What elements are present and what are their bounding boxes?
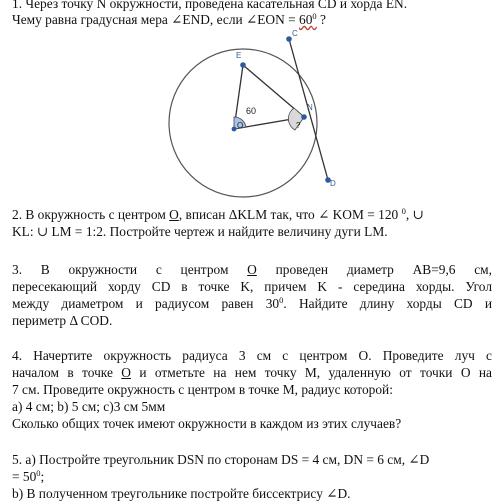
point-n-dot [301, 114, 307, 120]
problem-5-line-3: b) В полученном треугольнике постройте биссектрису ∠D. [12, 486, 351, 501]
degree-sign: 0 [401, 206, 406, 216]
degree-sign: 0 [312, 11, 317, 21]
problem-4-text-b: и отметьте на нем точку M, удаленную от точки O на [130, 365, 492, 380]
problem-2-text-a: 2. В окружность с центром [12, 207, 170, 222]
problem-3-text-b: проведен диаметр AB=9,6 см, [256, 262, 493, 277]
point-o-label: O [237, 121, 244, 130]
point-letter: O [121, 365, 131, 380]
degree-sign: 0 [36, 468, 41, 478]
problem-3-line-4: периметр Δ COD. [12, 313, 113, 328]
point-o-dot [232, 127, 237, 132]
problem-5-text-a: = 50 [12, 469, 37, 484]
point-e-label: E [236, 51, 242, 60]
point-d-label: D [330, 179, 336, 188]
angle-eon-label: 60 [246, 106, 257, 116]
angle-end-label: ? [296, 121, 301, 130]
point-c-label: C [292, 29, 298, 38]
center-letter: O [247, 262, 257, 277]
problem-4-line-2 [12, 365, 492, 380]
problem-5-line-1: 5. а) Постройте треугольник DSN по сторонам DS = 4 см, DN = 6 см, ∠D [12, 452, 430, 467]
problem-2-text-c: , ∪ [405, 207, 424, 222]
problem-2-line-2: KL: ∪ LM = 1:2. Постройте чертеж и найдите величину дуги LM. [12, 224, 388, 239]
problem-4-line-1: 4. Начертите окружность радиуса 3 см с центром O. Проведите луч с [12, 348, 492, 363]
problem-3-line-1 [12, 262, 492, 277]
problem-3-text-c: между диаметром и радиусом равен 30 [12, 296, 280, 311]
problem-3-text-a: 3. В окружности с центром [12, 262, 248, 277]
problem-5-line-2 [12, 469, 492, 484]
point-n-label: N [307, 103, 313, 112]
problem-3-text-d: . Найдите длину хорды CD и [283, 296, 492, 311]
problem-1-question-text: Чему равна градусная мера ∠END, если ∠EON = [12, 12, 300, 27]
point-e-dot [240, 62, 246, 68]
problem-3-line-3 [12, 296, 492, 311]
problem-4-line-4: a) 4 см; b) 5 см; c)3 см 5мм [12, 399, 166, 414]
degree-sign: 0 [279, 295, 284, 305]
angle-number: 60 [299, 12, 313, 27]
problem-2-text-b: , вписан ΔKLM так, что ∠ KOM = 120 [178, 207, 402, 222]
problem-3-line-2: пересекающий хорду CD в точке K, причем K - середина хорды. Угол [12, 279, 492, 294]
problem-1-line-1: 1. Через точку N окружности, проведена касательная CD и хорда EN. [12, 0, 408, 11]
problem-5-text-b: ; [40, 469, 45, 484]
center-letter: O [169, 207, 179, 222]
problem-4-line-3: 7 см. Проведите окружность с центром в точке M, радиус которой: [12, 382, 393, 397]
problem-2-line-1 [12, 207, 492, 222]
question-mark: ? [316, 12, 326, 27]
point-c-dot [286, 36, 292, 42]
problem-4-line-5: Сколько общих точек имеют окружности в каждом из этих случаев? [12, 416, 402, 431]
problem-4-text-a: началом в точке [12, 365, 122, 380]
